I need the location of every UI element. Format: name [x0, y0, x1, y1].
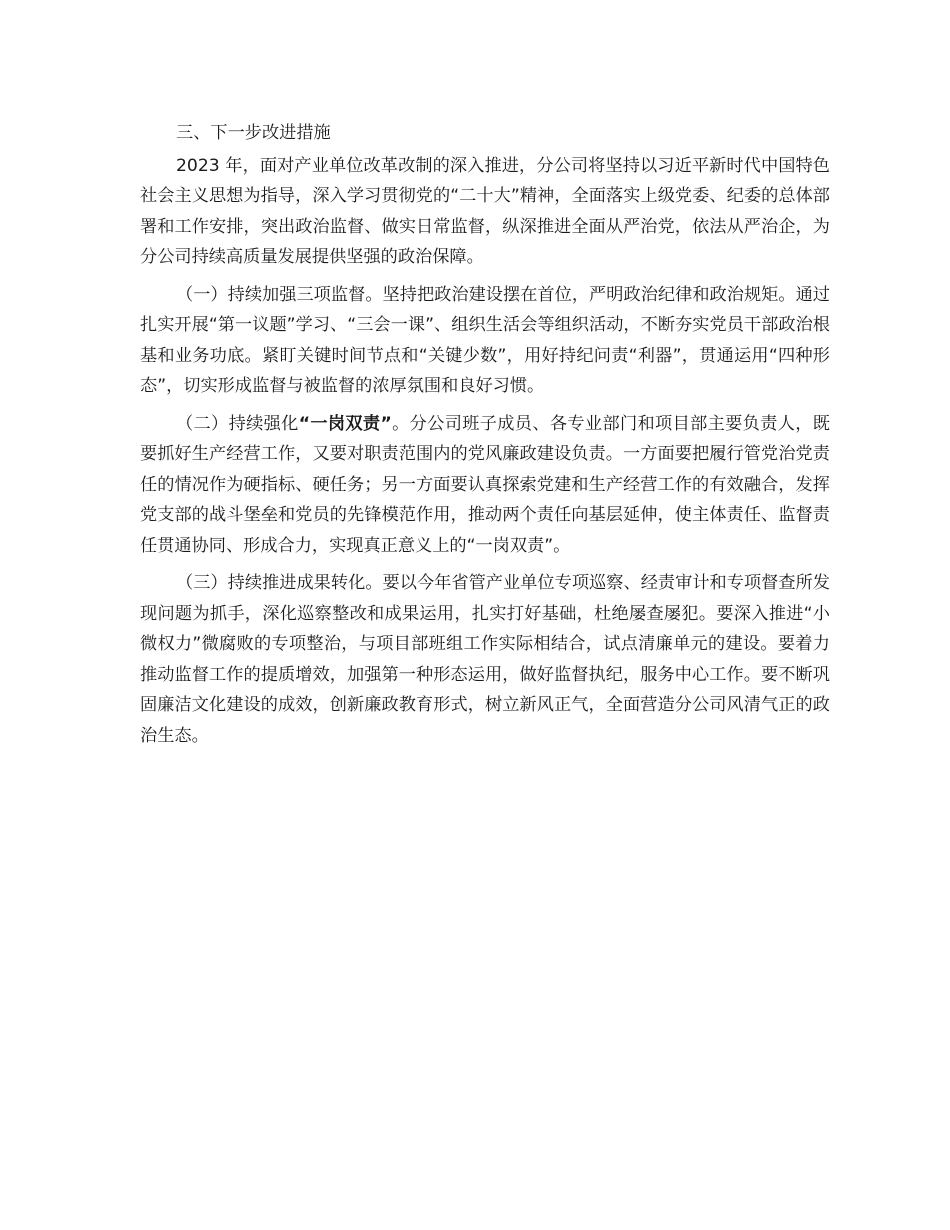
item-1-paragraph: （一）持续加强三项监督。坚持把政治建设摆在首位，严明政治纪律和政治规矩。通过扎实开展“第一议题”学习、“三会一课”、组织生活会等组织活动，不断夯实党员干部政治根基和业务功底。紧盯关键时间节点和“关键少数”，用好持纪问责“利器”，贯通运用“四种形态”，切实形成监督与被监督的浓厚氛围和良好习惯。 — [140, 284, 830, 396]
section-heading: 三、下一步改进措施 — [176, 123, 331, 143]
item-2-paragraph — [140, 409, 830, 562]
item-3-paragraph: （三）持续推进成果转化。要以今年省管产业单位专项巡察、经责审计和专项督查所发现问题为抓手，深化巡察整改和成果运用，扎实打好基础，杜绝屡查屡犯。要深入推进“小微权力”微腐败的专项整治，与项目部班组工作实际相结合，试点清廉单元的建设。要着力推动监督工作的提质增效，加强第一种形态运用，做好监督执纪，服务中心工作。要不断巩固廉洁文化建设的成效，创新廉政教育形式，树立新风正气，全面营造分公司风清气正的政治生态。 — [140, 573, 830, 746]
item-2-body: 。分公司班子成员、各专业部门和项目部主要负责人，既要抓好生产经营工作，又要对职责范围内的党风廉政建设负责。一方面要把履行管党治党责任的情况作为硬指标、硬任务；另一方面要认真探索党建和生产经营工作的有效融合，发挥党支部的战斗堡垒和党员的先锋模范作用，推动两个责任向基层延伸，使主体责任、监督责任贯通协同、形成合力，实现真正意义上的“一岗双责”。 — [140, 413, 830, 556]
item-2-emphasis: “一岗双责” — [298, 413, 392, 434]
intro-paragraph: 2023 年，面对产业单位改革改制的深入推进，分公司将坚持以习近平新时代中国特色社会主义思想为指导，深入学习贯彻党的“二十大”精神，全面落实上级党委、纪委的总体部署和工作安排，突出政治监督、做实日常监督，纵深推进全面从严治党，依法从严治企，为分公司持续高质量发展提供坚强的政治保障。 — [140, 155, 830, 267]
item-2-prefix: （二）持续强化 — [176, 413, 299, 434]
document-body — [140, 118, 830, 751]
